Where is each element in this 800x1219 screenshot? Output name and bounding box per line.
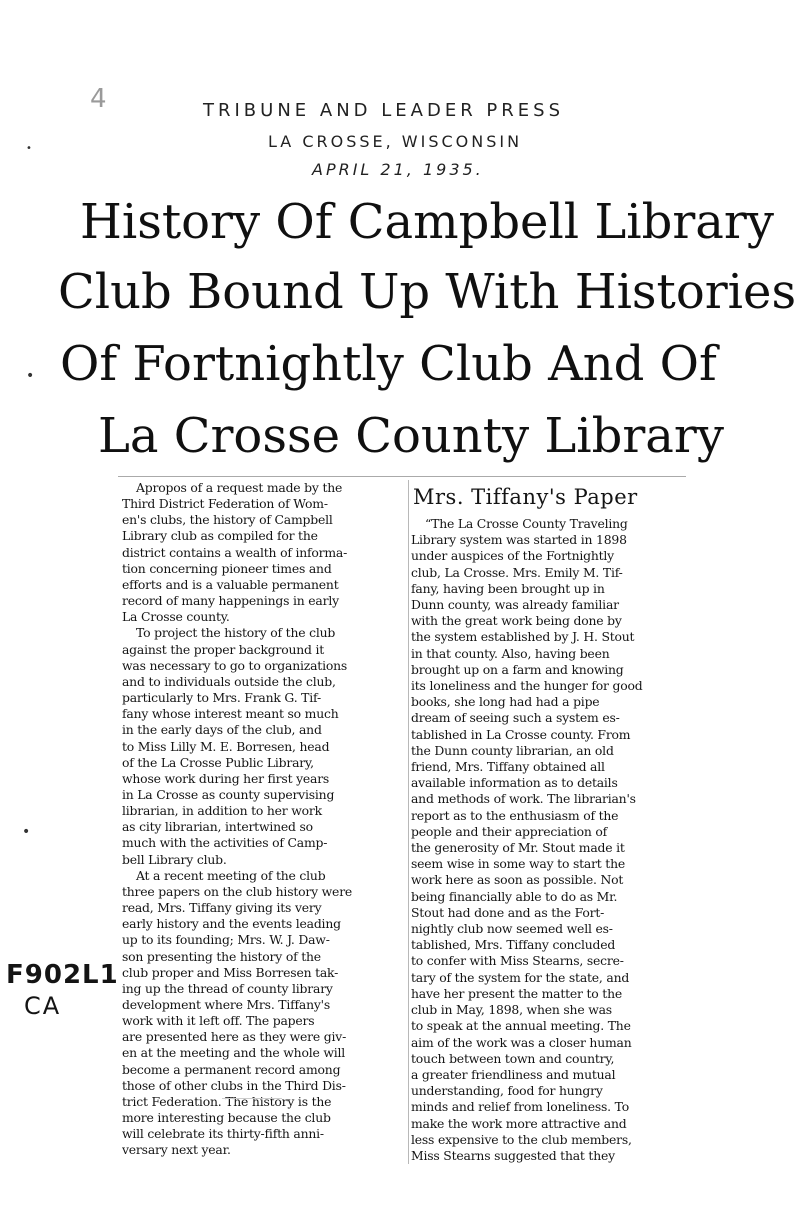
margin-dot-icon: • <box>26 143 32 154</box>
article-text-line: more interesting because the club <box>122 1110 331 1126</box>
article-text-line: tablished in La Crosse county. From <box>411 726 631 742</box>
article-text-line: the Dunn county librarian, an old <box>411 742 614 758</box>
handwritten-newspaper-name: TRIBUNE AND LEADER PRESS <box>203 100 565 121</box>
article-text-line: particularly to Mrs. Frank G. Tif- <box>122 690 321 706</box>
article-text-line: Third District Federation of Wom- <box>122 496 328 512</box>
headline-divider <box>118 476 686 477</box>
article-text-line: To project the history of the club <box>136 625 336 641</box>
article-text-line: nightly club now seemed well es- <box>411 921 613 937</box>
article-text-line: against the proper background it <box>122 641 325 657</box>
catalog-code-line-2: CA <box>24 992 62 1020</box>
article-text-line: tion concerning pioneer times and <box>122 560 332 576</box>
article-text-line: the system established by J. H. Stout <box>411 629 635 645</box>
article-text-line: a greater friendliness and mutual <box>411 1066 616 1082</box>
article-text-line: dream of seeing such a system es- <box>411 710 620 726</box>
article-text-line: seem wise in some way to start the <box>411 856 625 872</box>
article-text-line: bell Library club. <box>122 851 227 867</box>
article-text-line: touch between town and country, <box>411 1050 615 1066</box>
article-text-line: less expensive to the club members, <box>411 1131 632 1147</box>
article-text-line: to speak at the annual meeting. The <box>411 1018 631 1034</box>
subheading-mrs-tiffanys-paper: Mrs. Tiffany's Paper <box>413 485 638 509</box>
article-text-line: three papers on the club history were <box>122 883 353 899</box>
article-text-line: up to its founding; Mrs. W. J. Daw- <box>122 932 330 948</box>
article-text-line: early history and the events leading <box>122 916 341 932</box>
article-text-line: Apropos of a request made by the <box>136 480 343 495</box>
handwritten-city: LA CROSSE, WISCONSIN <box>268 132 523 151</box>
article-text-line: club, La Crosse. Mrs. Emily M. Tif- <box>411 564 623 580</box>
article-text-line: to confer with Miss Stearns, secre- <box>411 953 624 969</box>
article-text-line: district contains a wealth of informa- <box>122 544 348 560</box>
article-text-line: Library system was started in 1898 <box>411 532 627 548</box>
article-text-line: tary of the system for the state, and <box>411 969 630 985</box>
article-text-line: in that county. Also, having been <box>411 645 610 661</box>
article-text-line: and methods of work. The librarian's <box>411 791 636 807</box>
headline-line-4: La Crosse County Library <box>98 408 724 464</box>
article-text-line: Miss Stearns suggested that they <box>411 1147 615 1163</box>
headline-line-3: Of Fortnightly Club And Of <box>60 336 717 392</box>
article-text-line: aim of the work was a closer human <box>411 1034 632 1050</box>
article-text-line: club proper and Miss Borresen tak- <box>122 964 339 980</box>
catalog-code <box>6 960 119 1020</box>
article-text-line: much with the activities of Camp- <box>122 835 328 851</box>
article-text-line: Dunn county, was already familiar <box>411 597 619 613</box>
article-text-line: the generosity of Mr. Stout made it <box>411 840 625 856</box>
catalog-code-line-1: F902L1 <box>6 960 119 990</box>
article-text-line: are presented here as they were giv- <box>122 1029 347 1045</box>
article-text-line: under auspices of the Fortnightly <box>411 548 614 564</box>
article-text-line: work here as soon as possible. Not <box>411 872 624 888</box>
article-text-line: development where Mrs. Tiffany's <box>122 997 331 1012</box>
article-text-line: its loneliness and the hunger for good <box>411 678 643 694</box>
article-text-line: of the La Crosse Public Library, <box>122 754 314 770</box>
article-right-column <box>408 480 683 1164</box>
article-text-line: en at the meeting and the whole will <box>122 1045 346 1061</box>
article-text-line: make the work more attractive and <box>411 1115 627 1131</box>
article-text-line: with the great work being done by <box>411 613 622 629</box>
article-text-line: available information as to details <box>411 775 618 791</box>
article-text-line: La Crosse county. <box>122 609 230 625</box>
article-text-line: trict Federation. The history is the <box>122 1093 332 1109</box>
article-text-line: as city librarian, intertwined so <box>122 819 313 835</box>
article-text-line: At a recent meeting of the club <box>136 867 326 883</box>
margin-dot-icon: • <box>22 824 31 840</box>
article-text-line: understanding, food for hungry <box>411 1083 603 1099</box>
article-text-line: books, she long had had a pipe <box>411 694 600 710</box>
article-text-line: record of many happenings in early <box>122 593 339 609</box>
article-text-line: versary next year. <box>122 1142 231 1158</box>
article-text-line: “The La Crosse County Traveling <box>425 516 628 531</box>
article-text-line: read, Mrs. Tiffany giving its very <box>122 900 322 916</box>
margin-dot-icon: • <box>26 368 35 384</box>
article-text-line: librarian, in addition to her work <box>122 803 322 819</box>
article-text-line: was necessary to go to organizations <box>122 657 348 673</box>
article-text-line: become a permanent record among <box>122 1061 341 1077</box>
article-text-line: in La Crosse as county supervising <box>122 786 335 802</box>
article-text-line: to Miss Lilly M. E. Borresen, head <box>122 738 330 754</box>
article-text-line: efforts and is a valuable permanent <box>122 576 339 592</box>
article-text-line: fany whose interest meant so much <box>122 706 339 722</box>
headline-line-2: Club Bound Up With Histories <box>58 264 797 320</box>
article-text-line: minds and relief from loneliness. To <box>411 1099 629 1115</box>
article-text-line: friend, Mrs. Tiffany obtained all <box>411 759 605 775</box>
article-text-line: report as to the enthusiasm of the <box>411 807 619 823</box>
right-column-body <box>411 516 683 1164</box>
article-text-line: Stout had done and as the Fort- <box>411 904 605 920</box>
article-text-line: ing up the thread of county library <box>122 980 333 996</box>
article-text-line: will celebrate its thirty-fifth anni- <box>122 1126 324 1142</box>
article-text-line: work with it left off. The papers <box>122 1013 315 1029</box>
article-text-line: people and their appreciation of <box>411 823 608 839</box>
article-text-line: in the early days of the club, and <box>122 722 322 738</box>
article-left-column <box>122 480 408 1159</box>
article-text-line: fany, having been brought up in <box>411 580 605 596</box>
article-text-line: tablished, Mrs. Tiffany concluded <box>411 937 616 953</box>
article-text-line: being financially able to do as Mr. <box>411 888 618 904</box>
handwritten-date: APRIL 21, 1935. <box>312 160 484 179</box>
article-text-line: Library club as compiled for the <box>122 528 318 544</box>
article-text-line: whose work during her first years <box>122 770 330 786</box>
article-text-line: and to individuals outside the club, <box>122 673 336 689</box>
article-text-line: son presenting the history of the <box>122 948 321 964</box>
end-rule <box>222 1098 282 1099</box>
article-text-line: have her present the matter to the <box>411 985 622 1001</box>
article-text-line: brought up on a farm and knowing <box>411 661 624 677</box>
headline-line-1: History Of Campbell Library <box>80 194 774 250</box>
article-text-line: those of other clubs in the Third Dis- <box>122 1077 346 1093</box>
article-text-line: en's clubs, the history of Campbell <box>122 512 333 528</box>
article-text-line: club in May, 1898, when she was <box>411 1002 612 1018</box>
handwritten-page-number: 4 <box>90 84 110 114</box>
